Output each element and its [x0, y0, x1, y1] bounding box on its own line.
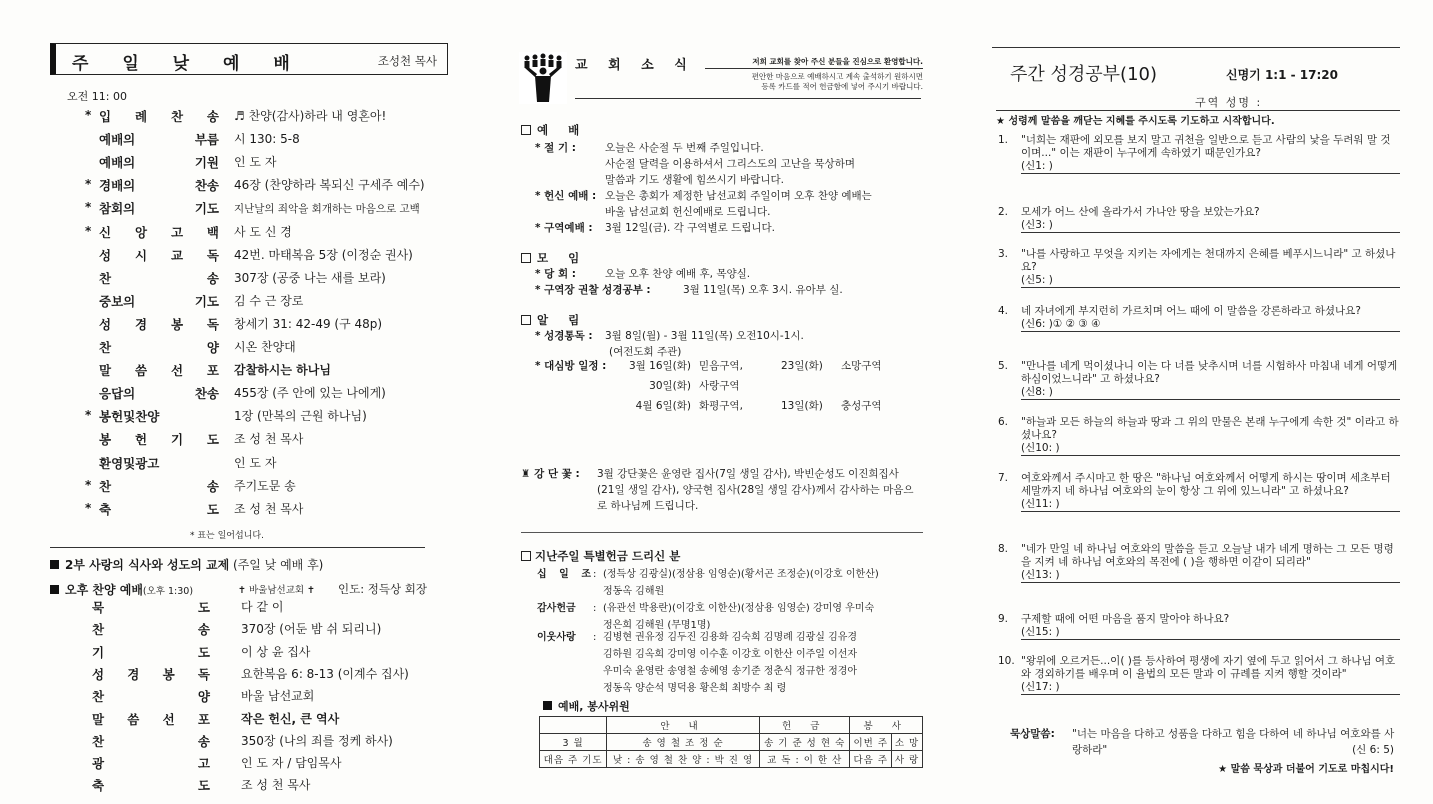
table-cell: 교 독 : 이 한 산 [759, 751, 850, 768]
names-line: 정동옥 김해원 [603, 586, 665, 597]
notice-section-heading [521, 312, 587, 328]
welcome-line: 저희 교회를 찾아 주신 분들을 진심으로 환영합니다. [705, 57, 923, 69]
note-label: ♜ 강 단 꽃 : [521, 468, 580, 480]
note-label: * 절 기 : [535, 142, 576, 154]
divider [50, 547, 425, 548]
question-number: 10. [998, 655, 1015, 667]
note-label: * 구역예배 : [535, 222, 593, 234]
part2-subtitle: (주일 낮 예배 후) [233, 558, 324, 572]
name-field-label: 구역 성명 : [1195, 96, 1263, 109]
memory-text: "너는 마음을 다하고 성품을 다하고 힘을 다하여 네 하나님 여호와를 사랑하라" [1072, 728, 1395, 756]
question-body [1021, 416, 1400, 456]
visit-area: 사랑구역 [699, 380, 740, 392]
table-cell [540, 717, 607, 734]
checkbox-icon [521, 315, 531, 325]
question-body [1021, 613, 1400, 640]
worship-order-item [85, 430, 465, 452]
worship-item-detail: 42번. 마태복음 5장 (이정순 권사) [234, 247, 413, 262]
committee-table [539, 716, 923, 768]
question-body [1021, 655, 1400, 695]
question-text: "나를 사랑하고 무엇을 지키는 자에게는 천대까지 은혜를 베푸시느니라" 고 하셨나요? [1021, 248, 1396, 273]
worship-item-detail: 작은 헌신, 큰 역사 [241, 711, 340, 726]
question-number: 6. [998, 416, 1009, 428]
table-cell: 대음 주 기도 [540, 751, 607, 768]
note-text [597, 466, 925, 514]
study-question [998, 206, 1400, 242]
answer-line[interactable]: (신15: ) [1021, 626, 1400, 640]
worship-item-detail: ♬ 찬양(감사)하라 내 영혼아! [234, 109, 387, 123]
standing-marker: * [85, 408, 92, 423]
study-question [998, 472, 1400, 532]
worship-item-detail: 370장 (어둔 밤 쉬 되리니) [241, 622, 382, 637]
question-body [1021, 472, 1400, 512]
committee-heading [543, 698, 630, 714]
table-cell: 사 랑 [892, 751, 923, 768]
morning-worship-title: 주 일 낮 예 배 [72, 54, 304, 74]
study-range: 신명기 1:1 - 17:20 [1226, 68, 1338, 82]
question-body [1021, 360, 1400, 400]
study-question [998, 305, 1400, 353]
section-label: 알 림 [537, 313, 588, 327]
square-bullet-icon [50, 560, 59, 569]
worship-item-name: 환영및광고 [99, 455, 160, 471]
study-intro: ★ 성령께 말씀을 깨닫는 지혜를 주시도록 기도하고 시작합니다. [996, 110, 1400, 127]
section-label: 지난주일 특별헌금 드리신 분 [535, 549, 681, 563]
table-header: 헌 금 [759, 717, 850, 734]
section-label: 예배, 봉사위원 [558, 700, 630, 713]
names-line: 김병현 권유정 김두진 김용화 김숙희 김명례 김광실 김유경 [603, 632, 858, 643]
worship-order-item [85, 153, 465, 175]
visit-row [623, 396, 923, 416]
note-label: * 구역장 권찰 성경공부 : [535, 284, 651, 296]
afternoon-order-item [92, 732, 472, 754]
note-label: * 헌신 예배 : [535, 190, 597, 202]
offering-label: 이웃사랑 [537, 632, 576, 643]
question-number: 1. [998, 134, 1009, 146]
worship-order-item [85, 338, 465, 360]
table-cell: 소 망 [892, 734, 923, 751]
names-line: 김하원 김옥희 강미영 이수훈 이강호 이한산 이주일 이선자 [603, 649, 858, 660]
offering-row: 이웃사랑 : 김병현 권유정 김두진 김용화 김숙희 김명례 김광실 김유경 김하원 김옥희 강미영 이수훈 이강호 이한산 이주일 이선자 우미숙 윤영란 송영철 송혜영 송기준 정춘식 정규한 정경아 정동옥 양순석 명덕용 황은희 최방수 최 령 [537, 629, 927, 697]
worship-item-detail: 인 도 자 [234, 455, 277, 470]
worship-item-detail: 주기도문 송 [234, 478, 296, 493]
study-question [998, 416, 1400, 464]
offering-names [603, 629, 927, 697]
section-label: 예 배 [537, 123, 588, 137]
morning-worship-column [45, 0, 465, 804]
note-line: 로 하나님께 드립니다. [597, 500, 699, 512]
afternoon-order-item [92, 643, 472, 665]
question-text: 여호와께서 주시마고 한 땅은 "하나님 여호와께서 어떻게 하시는 땅이며 세초부터 세말까지 네 하나님 여호와의 눈이 항상 그 위에 있느니라" 고 하셨나요? [1021, 472, 1391, 497]
worship-item-name: 예배의 기원 [99, 155, 219, 171]
worship-item-name: 응답의 찬송 [99, 386, 219, 402]
offering-names [603, 566, 927, 600]
names-line: (정득상 김광실)(정삼용 임영순)(황서곤 조정순)(이강호 이한산) [603, 569, 879, 580]
party-note [535, 266, 925, 282]
table-row [540, 734, 923, 751]
standing-marker: * [85, 200, 92, 215]
worship-item-name: 봉 헌 기 도 [99, 432, 219, 448]
offering-row: 십 일 조 : (정득상 김광실)(정삼용 임영순)(황서곤 조정순)(이강호 이한산) 정동옥 김해원 [537, 566, 927, 600]
standing-note: * 표는 일어섭니다. [190, 531, 264, 541]
worship-item-detail: 조 성 천 목사 [234, 501, 304, 516]
answer-line[interactable]: (신17: ) [1021, 681, 1400, 695]
worship-item-name: 봉헌및찬양 [99, 409, 160, 425]
worship-item-detail: 창세기 31: 42-49 (구 48p) [234, 316, 383, 331]
question-text: 모세가 어느 산에 올라가서 가나안 땅을 보았는가요? [1021, 206, 1260, 218]
answer-line[interactable]: (신5: ) [1021, 274, 1400, 288]
visit-area: 믿음구역, [699, 360, 743, 372]
worship-item-name: 광 고 [92, 756, 210, 772]
worship-item-name: 찬 송 [92, 733, 210, 749]
afternoon-leader: 인도: 정득상 회장 [338, 582, 427, 596]
standing-marker: * [85, 223, 92, 238]
part2-title: 2부 사랑의 식사와 성도의 교제 [65, 558, 230, 572]
study-title: 주간 성경공부(10) [1010, 64, 1157, 85]
note-label: * 성경통독 : [535, 330, 593, 342]
note-line: 말씀과 기도 생활에 힘쓰시기 바랍니다. [605, 174, 784, 186]
note-text: 3월 11일(목) 오후 3시. 유아부 실. [683, 284, 843, 296]
note-line: 3월 8일(월) - 3월 11일(목) 오전10시-1시. [605, 330, 804, 342]
question-text: "왕위에 오르거든...이( )를 등사하여 평생에 자기 옆에 두고 읽어서 그 하나님 여호와 경외하기를 배우며 이 율법의 모든 말과 이 규례를 지켜 행할 것이라" [1021, 655, 1396, 680]
worship-order-item [85, 176, 465, 198]
worship-item-name: 찬 양 [99, 340, 219, 355]
visit-date: 30일(화) [649, 380, 691, 392]
table-cell: 다음 주 [850, 751, 892, 768]
offering-row: 감사헌금 : (유관선 박용란)(이강호 이한산)(정삼용 임영순) 강미영 우미숙 정은희 김해원 (무명1명) [537, 600, 927, 634]
question-text: "너희는 재판에 외모를 보지 말고 귀천을 일반으로 듣고 사람의 낯을 두려워 말 것이며..." 이는 재판이 누구에게 속하였기 때문인가요? [1021, 134, 1391, 159]
standing-marker: * [85, 477, 92, 492]
question-text: 네 자녀에게 부지런히 가르치며 어느 때에 이 말씀을 강론하라고 하셨나요? [1021, 305, 1361, 317]
question-body [1021, 206, 1400, 233]
checkbox-icon [521, 551, 531, 561]
worship-item-detail: 46장 (찬양하라 복되신 구세주 예수) [234, 178, 425, 193]
worship-item-name: 중보의 기도 [99, 293, 219, 309]
worship-item-name: 말 씀 선 포 [99, 363, 219, 379]
question-body [1021, 543, 1400, 583]
names-line: (유관선 박용란)(이강호 이한산)(정삼용 임영순) 강미영 우미숙 [603, 603, 875, 614]
worship-order-item [85, 292, 465, 314]
worship-item-detail: 인 도 자 [234, 155, 277, 170]
question-number: 3. [998, 248, 1009, 260]
worship-item-name: 경배의 찬송 [99, 178, 219, 194]
worship-item-name: 찬 양 [92, 689, 210, 705]
study-question [998, 655, 1400, 717]
question-number: 2. [998, 206, 1009, 218]
service-time: 오전 11: 00 [67, 90, 127, 103]
offering-label: 십 일 조 [537, 569, 591, 580]
table-header: 안 내 [607, 717, 760, 734]
worship-item-detail: 이 상 윤 집사 [241, 644, 311, 659]
names-line: 정은희 김해원 (무명1명) [603, 620, 711, 631]
worship-order-item [85, 223, 465, 245]
standing-marker: * [85, 177, 92, 192]
afternoon-order-item [92, 710, 472, 732]
names-line: 우미숙 윤영란 송영철 송혜영 송기준 정춘식 정규한 정경아 [603, 666, 858, 677]
welcome-line: 편안한 마음으로 예배하시고 계속 출석하기 원하시면 [751, 72, 923, 81]
table-cell: 송 영 철 조 정 순 [607, 734, 760, 751]
worship-item-name: 축 도 [99, 501, 219, 517]
standing-marker: * [85, 108, 92, 122]
worship-item-detail: 455장 (주 안에 있는 나에게) [234, 386, 386, 401]
answer-line[interactable]: (신8: ) [1021, 386, 1400, 400]
worship-item-name: 축 도 [92, 778, 210, 794]
study-question [998, 613, 1400, 649]
worship-item-name: 성 시 교 독 [99, 247, 219, 263]
visit-date: 4월 6일(화) [635, 400, 691, 412]
dedication-note [535, 188, 925, 220]
section-label: 모 임 [537, 251, 588, 265]
question-number: 7. [998, 472, 1009, 484]
divider [521, 532, 923, 533]
meeting-section-heading [521, 250, 587, 266]
note-text: 오늘 오후 찬양 예배 후, 목양실. [605, 268, 751, 280]
table-cell: 송 기 준 성 현 숙 [759, 734, 850, 751]
worship-order-item [85, 269, 465, 291]
worship-order-item [85, 407, 465, 429]
visit-date: 13일(화) [781, 400, 823, 412]
worship-item-detail: 조 성 천 목사 [241, 778, 311, 793]
study-question [998, 543, 1400, 603]
welcome-line: 등록 카드를 적어 헌금함에 넣어 주시기 바랍니다. [761, 82, 923, 91]
question-body [1021, 134, 1400, 174]
worship-item-name: 찬 송 [99, 478, 219, 494]
afternoon-host: ✝ 바울남선교회 ✝ [238, 585, 316, 596]
worship-item-detail: 시 130: 5-8 [234, 132, 300, 147]
note-text: 3월 12일(금). 각 구역별로 드립니다. [605, 222, 775, 234]
names-line: 정동옥 양순석 명덕용 황은희 최방수 최 령 [603, 683, 787, 694]
checkbox-icon [521, 125, 531, 135]
worship-item-name: 기 도 [92, 644, 210, 660]
worship-item-detail: 요한복음 6: 8-13 (이계수 집사) [241, 666, 409, 681]
worship-order-item [85, 500, 465, 522]
square-bullet-icon [543, 701, 552, 710]
question-text: "하늘과 모든 하늘의 하늘과 땅과 그 위의 만물은 본래 누구에게 속한 것" 이라고 하셨나요? [1021, 416, 1399, 441]
pastor-name: 조성천 목사 [377, 54, 437, 68]
worship-item-detail: 인 도 자 / 담임목사 [241, 756, 342, 771]
standing-marker: * [85, 500, 92, 515]
worship-order-item [85, 199, 465, 221]
worship-order-item [85, 107, 465, 129]
worship-item-detail: 시온 찬양대 [234, 340, 296, 354]
worship-item-name: 찬 송 [92, 622, 210, 638]
visit-area: 충성구역 [841, 400, 882, 412]
afternoon-order-item [92, 598, 472, 620]
note-line: 사순절 달력을 이용하셔서 그리스도의 고난을 묵상하며 [605, 158, 855, 170]
worship-item-name: 찬 송 [99, 270, 219, 286]
morning-worship-header [50, 43, 448, 75]
worship-item-detail: 사 도 신 경 [234, 224, 292, 239]
note-line: (여전도회 주관) [609, 346, 682, 358]
table-header: 봉 사 [850, 717, 923, 734]
worship-item-name: 입 례 찬 송 [99, 109, 219, 124]
question-body [1021, 248, 1400, 288]
note-text [605, 188, 925, 220]
afternoon-title: 오후 찬양 예배 [65, 583, 143, 597]
worship-item-name: 성 경 봉 독 [99, 316, 219, 332]
worship-item-detail: 바울 남선교회 [241, 689, 315, 704]
worship-item-name: 말 씀 선 포 [92, 711, 210, 727]
table-cell: 낮 : 송 영 철 찬 양 : 박 진 영 [607, 751, 760, 768]
study-question [998, 360, 1400, 410]
offering-heading [521, 548, 680, 564]
answer-line[interactable]: (신10: ) [1021, 442, 1400, 456]
answer-line[interactable]: (신11: ) [1021, 498, 1400, 512]
bible-study-column [990, 0, 1402, 804]
afternoon-time: (오후 1:30) [142, 586, 194, 597]
worship-item-name: 참회의 기도 [99, 201, 219, 217]
memory-citation: (신 6: 5) [1352, 744, 1394, 756]
question-text: 구제할 때에 어떤 마음을 품지 말아야 하나요? [1021, 613, 1230, 625]
square-bullet-icon [50, 585, 59, 594]
worship-item-detail: 지난날의 죄악을 회개하는 마음으로 고백 [234, 203, 420, 216]
question-number: 9. [998, 613, 1009, 625]
worship-item-name: 성 경 봉 독 [92, 666, 210, 682]
visit-area: 화평구역, [699, 400, 743, 412]
worship-item-detail: 조 성 천 목사 [234, 432, 304, 447]
afternoon-order-item [92, 620, 472, 642]
note-line: 오늘은 사순절 두 번째 주일입니다. [605, 142, 764, 154]
divider [575, 98, 921, 99]
worship-item-detail: 김 수 근 장로 [234, 293, 304, 308]
table-cell: 3 월 [540, 734, 607, 751]
visit-row [623, 376, 923, 396]
worship-order-item [85, 130, 465, 152]
answer-line[interactable]: (신6: )① ② ③ ④ [1021, 318, 1400, 332]
worship-item-detail: 다 같 이 [241, 600, 284, 614]
worship-order-item [85, 454, 465, 476]
afternoon-order-item [92, 665, 472, 687]
note-line: (21일 생일 감사), 양국현 집사(28일 생일 감사)께서 감사하는 마음으 [597, 484, 914, 496]
news-title: 교 회 소 식 [575, 58, 695, 73]
visit-date: 3월 16일(화) [628, 360, 691, 372]
afternoon-order-item [92, 754, 472, 776]
season-note [535, 140, 925, 188]
worship-order-item [85, 315, 465, 337]
divider [992, 47, 1400, 48]
question-number: 5. [998, 360, 1009, 372]
note-line: 3월 강단꽃은 윤영란 집사(7일 생일 감사), 박빈순성도 이진희집사 [597, 468, 899, 480]
choir-icon [519, 52, 567, 104]
checkbox-icon [521, 253, 531, 263]
worship-order-item [85, 477, 465, 499]
worship-section-heading [521, 122, 587, 138]
part2-heading [50, 556, 323, 573]
district-note [535, 220, 925, 236]
welcome-message [705, 57, 923, 92]
note-text [605, 140, 925, 188]
afternoon-worship-heading [50, 581, 427, 598]
study-question [998, 248, 1400, 298]
question-body [1021, 305, 1400, 332]
worship-order-item [85, 246, 465, 268]
answer-line[interactable]: (신3: ) [1021, 219, 1400, 233]
afternoon-order-item [92, 687, 472, 709]
visit-area: 소망구역 [841, 360, 882, 372]
question-text: "만나를 네게 먹이셨나니 이는 다 너를 낮추시며 너를 시험하사 마침내 네게 어떻게 하심이었느니라" 고 하셨나요? [1021, 360, 1398, 385]
visit-schedule [623, 356, 923, 416]
visit-date: 23일(화) [781, 360, 823, 372]
memory-label: 묵상말씀: [1010, 728, 1055, 740]
worship-item-detail: 1장 (만복의 근원 하나님) [234, 409, 367, 424]
worship-item-name: 예배의 부름 [99, 132, 219, 148]
question-number: 8. [998, 543, 1009, 555]
note-line: 오늘은 총회가 제정한 남선교회 주일이며 오후 찬양 예배는 [605, 190, 872, 202]
table-row [540, 751, 923, 768]
afternoon-order-item [92, 776, 472, 798]
leaders-study-note [535, 282, 925, 298]
answer-line[interactable]: (신13: ) [1021, 569, 1400, 583]
worship-item-detail: 307장 (공중 나는 새를 보라) [234, 270, 386, 285]
worship-item-name: 묵 도 [92, 600, 210, 615]
visit-row [623, 356, 923, 376]
answer-line[interactable]: (신1: ) [1021, 160, 1400, 174]
question-text: "네가 만일 네 하나님 여호와의 말씀을 듣고 오늘날 내가 네게 명하는 그 모든 명령을 지켜 네 하나님 여호와의 목전에 ( )을 행하면 이같이 되리라" [1021, 543, 1394, 568]
table-cell: 이번 주 [850, 734, 892, 751]
worship-item-detail: 350장 (나의 죄를 정케 하사) [241, 733, 393, 748]
note-line: 바울 남선교회 헌신예배로 드립니다. [605, 206, 771, 218]
offering-label: 감사헌금 [537, 603, 576, 614]
question-number: 4. [998, 305, 1009, 317]
note-label: * 당 회 : [535, 268, 576, 280]
table-row [540, 717, 923, 734]
worship-order-item [85, 384, 465, 406]
closing-note: ★ 말씀 묵상과 더불어 기도로 마칩시다! [1218, 764, 1394, 775]
study-question [998, 134, 1400, 196]
worship-order-item [85, 361, 465, 383]
worship-item-name: 신 앙 고 백 [99, 224, 219, 240]
church-news-column [515, 0, 925, 804]
worship-item-detail: 감찰하시는 하나님 [234, 363, 331, 378]
note-label: * 대심방 일정 : [535, 360, 607, 372]
